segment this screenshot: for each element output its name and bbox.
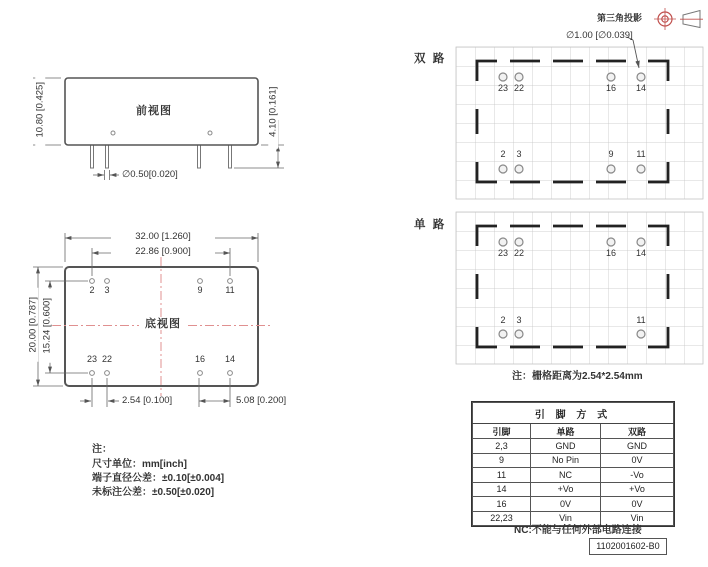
front-view-pins	[91, 145, 232, 168]
bv-pin-label: 11	[225, 285, 235, 295]
dual-pin-label: 9	[608, 149, 614, 159]
bv-pin-label: 22	[101, 354, 112, 364]
notes-line-3: 端子直径公差：±0.10[±0.004]	[92, 473, 225, 484]
table-row	[473, 497, 674, 512]
table-row	[473, 439, 674, 454]
dim-pitch-small-text: 2.54 [0.100]	[122, 395, 173, 406]
front-view-label: 前视图	[136, 105, 172, 117]
bv-pin-label: 14	[224, 354, 235, 364]
table-cell: 22,23	[473, 511, 531, 526]
notes-line-4: 未标注公差：±0.50[±0.020]	[92, 487, 215, 498]
table-cell: Vin	[601, 511, 674, 526]
table-cell: -Vo	[601, 468, 674, 483]
bv-pin-label: 2	[89, 285, 95, 295]
single-pin-label: 2	[500, 315, 506, 325]
bv-pin-label: 16	[194, 354, 205, 364]
pin-assignment-table	[472, 402, 674, 526]
table-cell: 0V	[531, 497, 601, 512]
table-cell: GND	[601, 439, 674, 454]
table-row	[473, 482, 674, 497]
table-header: 单路	[531, 424, 601, 439]
third-angle-projection-icon	[654, 8, 703, 30]
table-cell: GND	[531, 439, 601, 454]
part-number-box	[589, 538, 667, 555]
dual-pin-label: 11	[636, 149, 646, 159]
dual-label: 双 路	[414, 53, 447, 65]
front-view-hole	[111, 131, 115, 135]
hole-dia-label: ∅1.00 [∅0.039]	[566, 30, 633, 41]
front-view-hole	[208, 131, 212, 135]
dim-pitch-large-text: 5.08 [0.200]	[236, 395, 287, 406]
dim-front-pin-dia-text: ∅0.50[0.020]	[122, 169, 178, 180]
single-pin-label: 16	[605, 248, 616, 258]
table-cell: No Pin	[531, 453, 601, 468]
single-grid-drawing	[456, 212, 703, 364]
single-pin-label: 3	[516, 315, 522, 325]
bv-pin-label: 3	[104, 285, 110, 295]
part-number: 1102001602-B0	[596, 541, 660, 551]
table-cell: 9	[473, 453, 531, 468]
dim-front-pin-length-text: 4.10 [0.161]	[268, 75, 278, 149]
single-pin-label: 23	[497, 248, 508, 258]
notes-line-2: 尺寸单位：mm[inch]	[92, 459, 187, 470]
single-pin-label: 11	[636, 315, 646, 325]
table-cell: 14	[473, 482, 531, 497]
dim-front-pin-dia	[93, 170, 119, 180]
table-row	[473, 468, 674, 483]
single-pin-label: 22	[513, 248, 524, 258]
single-label: 单 路	[414, 219, 447, 231]
table-cell: NC	[531, 468, 601, 483]
dim-bottom-pin-span-x-text: 22.86 [0.900]	[111, 247, 215, 257]
dual-pin-label: 3	[516, 149, 522, 159]
table-header: 引脚	[473, 424, 531, 439]
dual-pin-label: 2	[500, 149, 506, 159]
single-pin-label: 14	[635, 248, 646, 258]
front-view-drawing	[33, 78, 284, 180]
table-row	[473, 511, 674, 526]
table-cell: +Vo	[531, 482, 601, 497]
table-cell: 0V	[601, 453, 674, 468]
table-cell: 0V	[601, 497, 674, 512]
dual-pin-label: 22	[513, 83, 524, 93]
table-title: 引 脚 方 式	[473, 403, 674, 424]
table-cell: 2,3	[473, 439, 531, 454]
dim-bottom-width-text: 32.00 [1.260]	[111, 232, 215, 242]
table-cell: Vin	[531, 511, 601, 526]
projection-label: 第三角投影	[597, 13, 643, 23]
table-cell: +Vo	[601, 482, 674, 497]
dim-bottom-pin-span-y-text: 15.24 [0.600]	[42, 289, 52, 363]
bv-pin-label: 9	[197, 285, 203, 295]
table-row	[473, 453, 674, 468]
table-cell: 16	[473, 497, 531, 512]
dual-pin-label: 23	[497, 83, 508, 93]
table-cell: 11	[473, 468, 531, 483]
table-header: 双路	[601, 424, 674, 439]
notes-line-1: 注：	[92, 444, 112, 455]
dual-pin-label: 14	[635, 83, 646, 93]
grid-note: 注：栅格距离为2.54*2.54mm	[512, 371, 643, 382]
dim-bottom-height-text: 20.00 [0.787]	[28, 288, 38, 362]
dual-grid-drawing	[456, 37, 703, 199]
nc-note: NC:不能与任何外部电路连接	[514, 525, 642, 536]
bv-pin-label: 23	[86, 354, 97, 364]
dim-front-height-text: 10.80 [0.425]	[35, 73, 45, 147]
bottom-view-label: 底视图	[139, 319, 187, 330]
dual-pin-label: 16	[605, 83, 616, 93]
